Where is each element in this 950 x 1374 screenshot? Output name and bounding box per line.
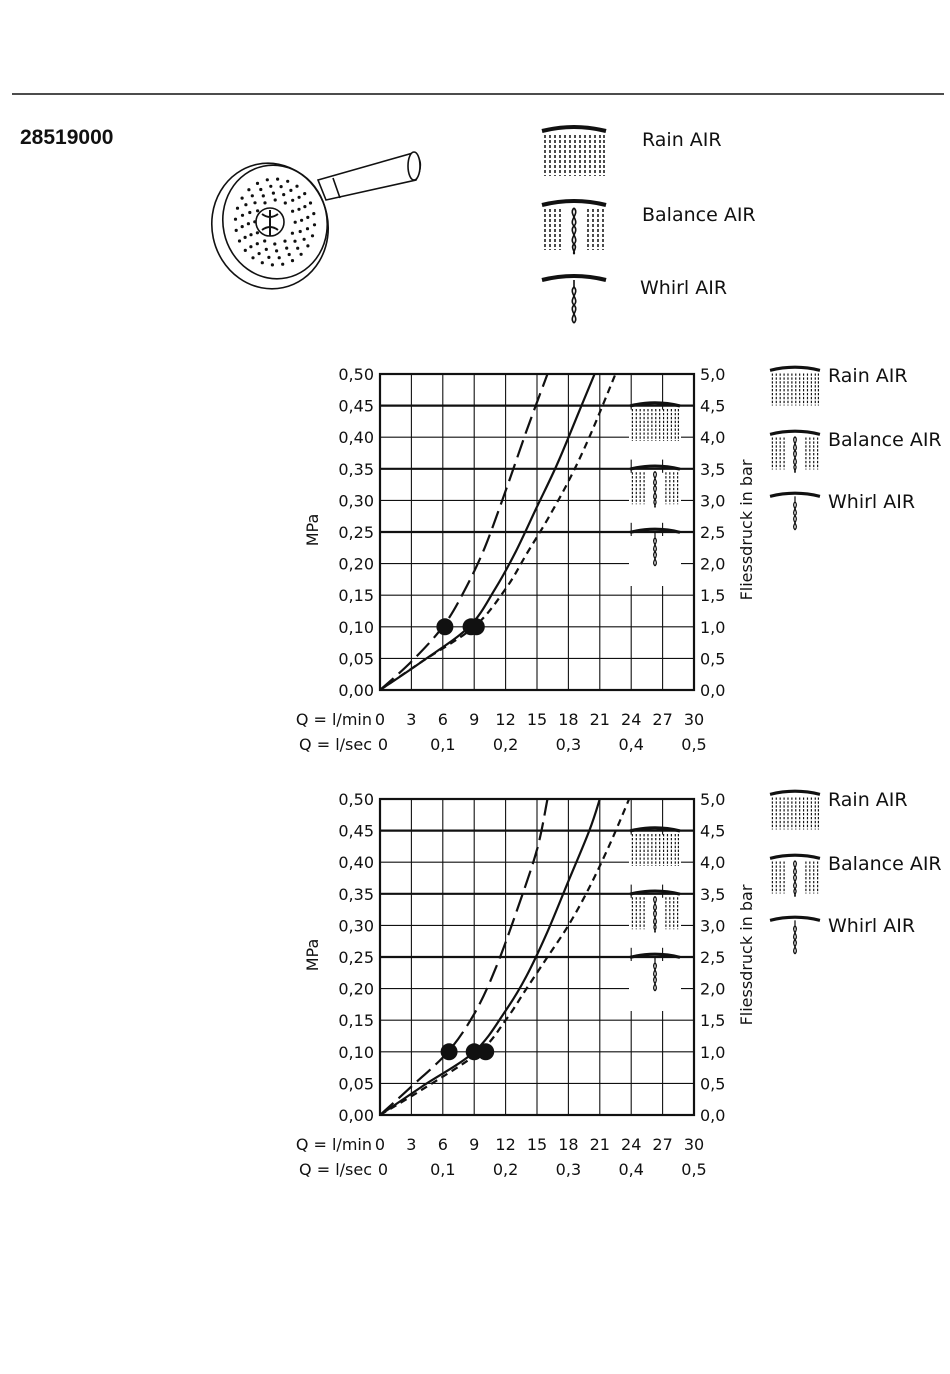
y-axis-label-left: MPa [303, 938, 322, 972]
nozzle-hole [241, 225, 244, 228]
y-tick-bar: 0,0 [700, 681, 726, 700]
nozzle-hole [256, 209, 259, 212]
operating-point [441, 1043, 458, 1060]
y-axis-label-left: MPa [303, 513, 322, 547]
x-tick-lmin: 21 [589, 1135, 610, 1154]
y-tick-mpa: 0,30 [338, 491, 374, 511]
y-tick-mpa: 0,45 [338, 821, 374, 841]
y-tick-mpa: 0,15 [338, 1011, 374, 1031]
nozzle-hole [236, 207, 239, 210]
x-tick-lmin: 24 [621, 1135, 642, 1154]
x-tick-lmin: 12 [495, 1135, 516, 1154]
nozzle-hole [244, 203, 247, 206]
y-tick-mpa: 0,20 [338, 554, 374, 574]
nozzle-hole [259, 188, 262, 191]
nozzle-hole [266, 178, 269, 181]
legend-label: Balance AIR [828, 429, 942, 451]
nozzle-hole [263, 239, 266, 242]
legend-label: Balance AIR [828, 853, 942, 875]
legend-balance-air-label: Balance AIR [642, 204, 756, 226]
y-tick-bar: 1,5 [700, 1011, 726, 1031]
x-tick-lmin: 9 [469, 710, 480, 729]
rain-air-spray-icon [542, 127, 606, 176]
y-tick-mpa: 0,35 [338, 884, 374, 904]
nozzle-hole [298, 196, 301, 199]
y-tick-bar: 5,0 [700, 790, 726, 809]
nozzle-hole [309, 201, 312, 204]
x-tick-lmin: 21 [589, 710, 610, 729]
nozzle-hole [291, 259, 294, 262]
y-tick-bar: 4,0 [700, 853, 726, 873]
whirl-air-spray-icon [770, 917, 820, 954]
x-tick-lsec: 0,3 [555, 1160, 582, 1179]
y-tick-bar: 2,5 [700, 523, 726, 542]
x-axis-label-lmin: Q = l/min [295, 1135, 372, 1154]
x-tick-lsec: 0,2 [492, 1160, 519, 1179]
y-tick-bar: 2,0 [700, 979, 726, 999]
nozzle-hole [303, 205, 306, 208]
nozzle-hole [241, 214, 244, 217]
legend-label: Rain AIR [828, 365, 908, 387]
y-tick-bar: 1,5 [700, 586, 726, 606]
x-axis-label-lmin: Q = l/min [295, 710, 372, 729]
nozzle-hole [296, 247, 299, 250]
product-code: 28519000 [20, 126, 114, 149]
y-tick-mpa: 0,10 [338, 1042, 374, 1062]
nozzle-hole [241, 197, 244, 200]
x-tick-lsec: 0,1 [430, 1160, 456, 1179]
y-tick-mpa: 0,20 [338, 979, 374, 999]
y-tick-bar: 3,0 [700, 491, 726, 511]
rain-air-spray-icon [770, 367, 820, 405]
x-tick-lmin: 27 [652, 1135, 673, 1154]
flow-pressure-chart-2 [296, 789, 942, 1179]
nozzle-hole [293, 240, 296, 243]
nozzle-hole [313, 223, 316, 226]
nozzle-hole [282, 193, 285, 196]
balance-air-spray-icon [770, 431, 820, 472]
nozzle-hole [262, 194, 265, 197]
nozzle-hole [288, 253, 291, 256]
x-tick-lsec: 0,3 [555, 735, 582, 754]
flow-pressure-chart-1 [296, 365, 942, 754]
nozzle-hole [291, 210, 294, 213]
nozzle-hole [251, 256, 254, 259]
x-tick-lsec: 0,5 [681, 735, 707, 754]
nozzle-hole [247, 188, 250, 191]
nozzle-hole [244, 236, 247, 239]
chart-legend [770, 365, 942, 530]
nozzle-hole [281, 263, 284, 266]
nozzle-hole [253, 201, 256, 204]
nozzle-hole [272, 192, 275, 195]
y-tick-bar: 4,0 [700, 428, 726, 448]
nozzle-hole [276, 178, 279, 181]
y-tick-mpa: 0,45 [338, 396, 374, 416]
nozzle-hole [273, 242, 276, 245]
nozzle-hole [248, 211, 251, 214]
x-tick-lmin: 18 [558, 1135, 579, 1154]
nozzle-hole [249, 245, 252, 248]
y-tick-mpa: 0,30 [338, 916, 374, 936]
y-tick-bar: 2,5 [700, 948, 726, 967]
nozzle-hole [261, 261, 264, 264]
x-tick-lmin: 9 [469, 1135, 480, 1154]
y-tick-bar: 3,0 [700, 916, 726, 936]
x-tick-lsec: 0,1 [430, 735, 456, 754]
y-tick-bar: 4,5 [700, 821, 726, 841]
y-tick-bar: 3,5 [700, 459, 726, 479]
y-tick-bar: 3,5 [700, 884, 726, 904]
y-tick-mpa: 0,40 [338, 853, 374, 873]
nozzle-hole [283, 240, 286, 243]
chart-legend [770, 789, 942, 954]
x-tick-lmin: 3 [406, 1135, 417, 1154]
nozzle-hole [300, 219, 303, 222]
y-tick-mpa: 0,25 [338, 523, 374, 542]
x-tick-lmin: 15 [526, 1135, 548, 1154]
y-tick-mpa: 0,35 [338, 459, 374, 479]
y-tick-bar: 4,5 [700, 396, 726, 416]
nozzle-hole [285, 247, 288, 250]
legend-top [542, 127, 756, 323]
hand-shower-illustration [200, 152, 420, 300]
legend-label: Rain AIR [828, 789, 908, 811]
operating-point [477, 1043, 494, 1060]
nozzle-hole [274, 198, 277, 201]
nozzle-hole [235, 229, 238, 232]
nozzle-hole [269, 185, 272, 188]
nozzle-hole [267, 256, 270, 259]
y-tick-bar: 5,0 [700, 365, 726, 384]
nozzle-hole [295, 185, 298, 188]
legend-rain-air-label: Rain AIR [642, 129, 722, 151]
x-tick-lsec: 0,4 [618, 735, 644, 754]
nozzle-hole [280, 185, 283, 188]
y-tick-mpa: 0,15 [338, 586, 374, 606]
nozzle-hole [251, 194, 254, 197]
x-tick-lmin: 6 [437, 710, 448, 729]
rain-air-spray-icon [770, 791, 820, 829]
nozzle-hole [286, 180, 289, 183]
y-axis-label-right: Fliessdruck in bar [737, 884, 756, 1026]
legend-label: Whirl AIR [828, 491, 916, 513]
y-tick-mpa: 0,05 [338, 649, 374, 669]
nozzle-hole [244, 249, 247, 252]
nozzle-hole [238, 239, 241, 242]
x-tick-lsec: 0,4 [618, 1160, 644, 1179]
nozzle-hole [247, 222, 250, 225]
x-tick-lsec: 0,2 [492, 735, 519, 754]
nozzle-hole [306, 244, 309, 247]
nozzle-hole [284, 201, 287, 204]
x-tick-lmin: 30 [683, 710, 705, 729]
nozzle-hole [256, 242, 259, 245]
y-tick-mpa: 0,10 [338, 617, 374, 637]
y-tick-bar: 1,0 [700, 617, 726, 637]
y-tick-mpa: 0,50 [338, 790, 374, 809]
x-axis-label-lsec: Q = l/sec [299, 1160, 372, 1179]
whirl-air-spray-icon [770, 493, 820, 530]
y-tick-bar: 2,0 [700, 554, 726, 574]
nozzle-hole [300, 253, 303, 256]
nozzle-hole [265, 248, 268, 251]
y-tick-bar: 0,5 [700, 649, 726, 669]
nozzle-hole [303, 192, 306, 195]
y-tick-bar: 1,0 [700, 1042, 726, 1062]
x-tick-lmin: 0 [374, 710, 386, 729]
nozzle-hole [294, 221, 297, 224]
legend-whirl-air-label: Whirl AIR [640, 277, 728, 299]
balance-air-spray-icon [770, 855, 820, 896]
nozzle-hole [303, 238, 306, 241]
x-tick-lmin: 3 [406, 710, 417, 729]
x-tick-lsec: 0 [377, 1160, 389, 1179]
y-tick-mpa: 0,05 [338, 1074, 374, 1094]
balance-air-spray-icon [542, 201, 606, 254]
x-tick-lsec: 0 [377, 735, 389, 754]
nozzle-hole [289, 189, 292, 192]
nozzle-hole [263, 201, 266, 204]
legend-label: Whirl AIR [828, 915, 916, 937]
x-tick-lmin: 15 [526, 710, 548, 729]
nozzle-hole [256, 182, 259, 185]
nozzle-hole [291, 199, 294, 202]
y-tick-mpa: 0,50 [338, 365, 374, 384]
nozzle-hole [278, 256, 281, 259]
y-axis-label-right: Fliessdruck in bar [737, 459, 756, 601]
nozzle-hole [258, 252, 261, 255]
nozzle-hole [234, 218, 237, 221]
nozzle-hole [275, 249, 278, 252]
y-tick-mpa: 0,40 [338, 428, 374, 448]
x-tick-lmin: 27 [652, 710, 673, 729]
y-tick-mpa: 0,00 [338, 1106, 374, 1125]
x-tick-lmin: 18 [558, 710, 579, 729]
nozzle-hole [306, 227, 309, 230]
x-tick-lmin: 24 [621, 710, 642, 729]
whirl-air-spray-icon [542, 276, 606, 323]
nozzle-hole [256, 231, 259, 234]
y-tick-bar: 0,0 [700, 1106, 726, 1125]
x-tick-lmin: 12 [495, 710, 516, 729]
nozzle-hole [297, 208, 300, 211]
y-tick-mpa: 0,00 [338, 681, 374, 700]
x-tick-lmin: 0 [374, 1135, 386, 1154]
x-tick-lsec: 0,5 [681, 1160, 707, 1179]
operating-point [436, 618, 453, 635]
nozzle-hole [271, 263, 274, 266]
nozzle-hole [306, 216, 309, 219]
x-tick-lmin: 6 [437, 1135, 448, 1154]
nozzle-hole [312, 212, 315, 215]
nozzle-hole [299, 230, 302, 233]
x-tick-lmin: 30 [683, 1135, 705, 1154]
nozzle-hole [291, 232, 294, 235]
operating-point [468, 618, 485, 635]
x-axis-label-lsec: Q = l/sec [299, 735, 372, 754]
y-tick-bar: 0,5 [700, 1074, 726, 1094]
y-tick-mpa: 0,25 [338, 948, 374, 967]
nozzle-hole [311, 234, 314, 237]
nozzle-hole [249, 233, 252, 236]
